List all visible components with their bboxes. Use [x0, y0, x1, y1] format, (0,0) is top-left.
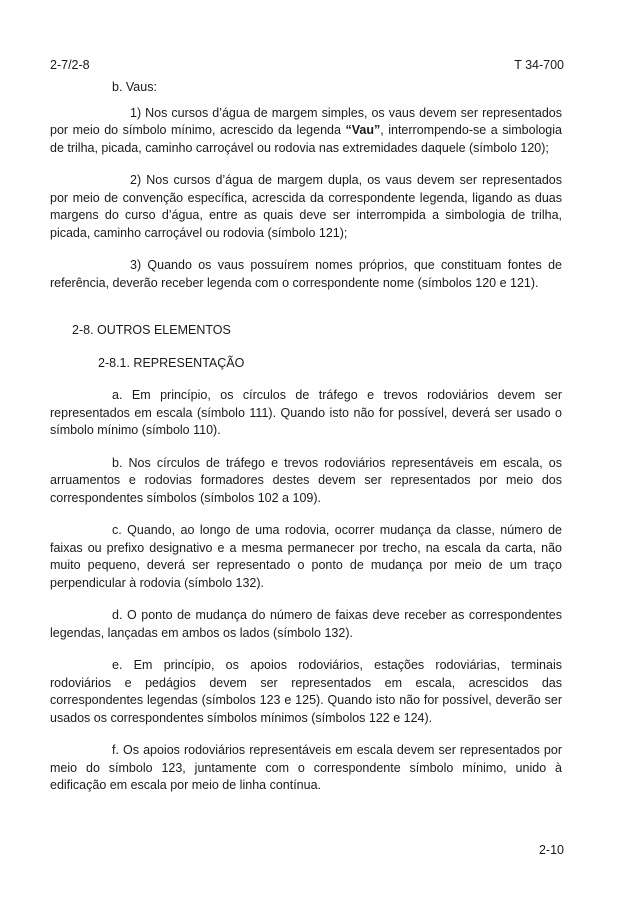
paragraph-a: a. Em princípio, os círculos de tráfego e trevos rodoviários devem ser representados em escala (símbolo 111). Quando isto não for possível, deverá ser usado o símbolo mínimo (símbolo 110). [50, 388, 562, 437]
page-content [50, 79, 562, 795]
vaus-p1-text-b: , interrompendo-se a simbologia de trilha, picada, caminho carroçável ou rodovia nas extremidades daquele (símbolo 120); [50, 123, 562, 155]
vaus-paragraph-3: 3) Quando os vaus possuírem nomes próprios, que constituam fontes de referência, deverão receber legenda com o correspondente nome (símbolos 120 e 121). [50, 258, 562, 290]
vaus-p1-text-a: 1) Nos cursos d’água de margem simples, os vaus devem ser representados por meio do símbolo mínimo, acrescido da legenda [50, 105, 562, 137]
vaus-heading: b. Vaus: [112, 80, 157, 94]
section-title: 2-8. OUTROS ELEMENTOS [72, 323, 231, 337]
subsection-title: 2-8.1. REPRESENTAÇÃO [98, 355, 245, 370]
header-document-code: T 34-700 [514, 58, 564, 72]
paragraph-d: d. O ponto de mudança do número de faixas deve receber as correspondentes legendas, lançadas em ambos os lados (símbolo 132). [50, 608, 562, 640]
header-section-range: 2-7/2-8 [50, 58, 90, 72]
vaus-paragraph-2: 2) Nos cursos d’água de margem dupla, os vaus devem ser representados por meio de convenção específica, acrescida da correspondente legenda, ligando as duas margens do curso d’água, entre as quais deve ser interrompida a simbologia de trilha, picada, caminho carroçável ou rodovia (símbolo 121); [50, 173, 562, 240]
paragraph-c: c. Quando, ao longo de uma rodovia, ocorrer mudança da classe, número de faixas ou prefixo designativo e a mesma permanecer por trecho, na escala da carta, não muito pequeno, deverá ser representado o ponto de mudança por meio de um traço perpendicular à rodovia (símbolo 132). [50, 523, 562, 590]
paragraph-e: e. Em princípio, os apoios rodoviários, estações rodoviárias, terminais rodoviários e pedágios devem ser representados em escala, acrescidos das correspondentes legendas (símbolos 123 e 125). Quando isto não for possível, deverão ser usados os correspondentes símbolos mínimos (símbolos 122 e 124). [50, 658, 562, 725]
paragraph-f: f. Os apoios rodoviários representáveis em escala devem ser representados por meio do símbolo 123, juntamente com o correspondente símbolo mínimo, unido à edificação em escala por meio de linha contínua. [50, 743, 562, 792]
page-number: 2-10 [538, 843, 564, 857]
vaus-paragraph-1 [50, 105, 562, 158]
vaus-legend-term: “Vau” [345, 123, 381, 137]
paragraph-b: b. Nos círculos de tráfego e trevos rodoviários representáveis em escala, os arruamentos e rodovias formadores destes devem ser representados por meio dos correspondentes símbolos (símbolos 102 a 109). [50, 455, 562, 505]
